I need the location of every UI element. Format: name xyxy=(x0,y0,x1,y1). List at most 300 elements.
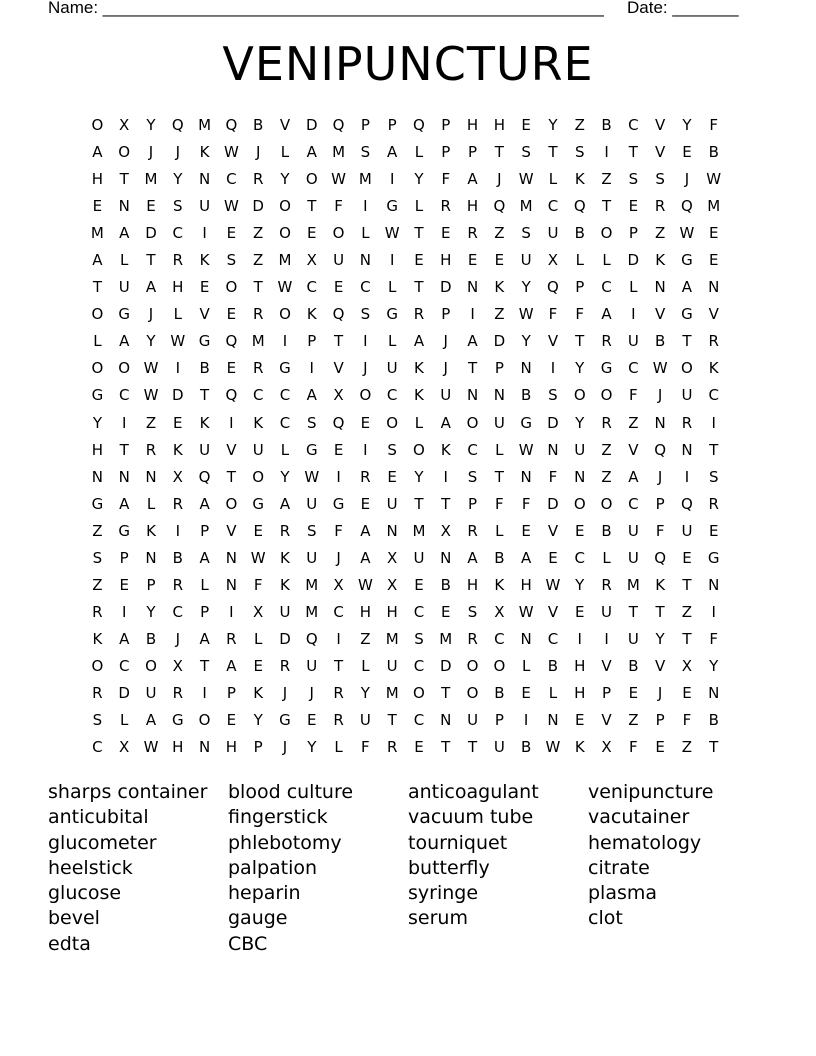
grid-letter[interactable]: U xyxy=(306,494,318,513)
grid-letter[interactable]: U xyxy=(333,251,345,270)
grid-letter[interactable]: R xyxy=(440,197,451,216)
grid-letter[interactable]: C xyxy=(172,602,184,621)
grid-letter[interactable]: B xyxy=(574,224,585,243)
grid-letter[interactable]: S xyxy=(307,521,317,540)
grid-letter[interactable]: C xyxy=(279,413,291,432)
grid-letter[interactable]: Y xyxy=(146,116,156,134)
grid-letter[interactable]: J xyxy=(497,170,502,189)
grid-letter[interactable]: O xyxy=(91,359,104,378)
grid-letter[interactable]: I xyxy=(470,305,475,324)
grid-letter[interactable]: J xyxy=(255,143,261,162)
grid-letter[interactable]: O xyxy=(252,467,265,486)
grid-letter[interactable]: W xyxy=(304,467,320,486)
grid-letter[interactable]: U xyxy=(386,359,398,378)
grid-letter[interactable]: O xyxy=(466,683,479,702)
grid-letter[interactable]: R xyxy=(92,602,103,621)
grid-letter[interactable]: I xyxy=(684,467,690,486)
grid-letter[interactable]: W xyxy=(518,602,534,621)
grid-letter[interactable]: G xyxy=(332,494,345,513)
grid-letter[interactable]: E xyxy=(333,278,344,297)
grid-letter[interactable]: I xyxy=(389,170,395,189)
grid-letter[interactable]: P xyxy=(200,521,210,540)
grid-letter[interactable]: S xyxy=(92,548,103,567)
grid-letter[interactable]: M xyxy=(439,629,453,648)
grid-letter[interactable]: E xyxy=(575,521,585,540)
grid-letter[interactable]: T xyxy=(494,467,504,486)
grid-letter[interactable]: F xyxy=(548,305,558,324)
grid-letter[interactable]: I xyxy=(711,413,716,432)
grid-letter[interactable]: K xyxy=(574,170,585,189)
grid-letter[interactable]: W xyxy=(706,170,722,189)
grid-letter[interactable]: P xyxy=(441,143,451,162)
grid-letter[interactable]: G xyxy=(707,548,720,567)
grid-letter[interactable]: L xyxy=(414,197,424,216)
grid-letter[interactable]: C xyxy=(628,494,639,513)
grid-letter[interactable]: B xyxy=(494,683,505,702)
grid-letter[interactable]: E xyxy=(441,224,451,243)
grid-letter[interactable]: L xyxy=(602,251,611,270)
grid-letter[interactable]: Y xyxy=(253,711,263,730)
grid-letter[interactable]: V xyxy=(279,116,291,134)
grid-letter[interactable]: E xyxy=(655,738,665,757)
grid-letter[interactable]: O xyxy=(600,224,613,243)
grid-letter[interactable]: U xyxy=(359,711,371,730)
grid-letter[interactable]: N xyxy=(547,440,559,459)
grid-letter[interactable]: M xyxy=(251,332,265,351)
grid-letter[interactable]: S xyxy=(226,251,237,270)
grid-letter[interactable]: N xyxy=(466,386,479,405)
grid-letter[interactable]: F xyxy=(334,197,343,216)
grid-letter[interactable]: U xyxy=(601,602,613,621)
grid-letter[interactable]: Y xyxy=(575,575,585,594)
grid-letter[interactable]: R xyxy=(413,305,425,324)
grid-letter[interactable]: F xyxy=(253,575,263,594)
grid-letter[interactable]: Q xyxy=(305,629,318,648)
grid-letter[interactable]: X xyxy=(387,548,398,567)
grid-letter[interactable]: H xyxy=(359,602,371,621)
grid-letter[interactable]: A xyxy=(92,143,103,162)
grid-letter[interactable]: A xyxy=(145,278,157,297)
grid-letter[interactable]: L xyxy=(200,575,209,594)
grid-letter[interactable]: L xyxy=(414,143,424,162)
grid-letter[interactable]: F xyxy=(682,711,692,730)
grid-letter[interactable]: R xyxy=(226,629,237,648)
grid-letter[interactable]: A xyxy=(279,494,291,513)
grid-letter[interactable]: H xyxy=(493,116,505,134)
grid-letter[interactable]: W xyxy=(331,170,346,189)
grid-letter[interactable]: L xyxy=(387,332,397,351)
grid-letter[interactable]: S xyxy=(360,305,371,324)
grid-letter[interactable]: O xyxy=(279,224,291,243)
grid-letter[interactable]: C xyxy=(628,116,639,134)
grid-letter[interactable]: L xyxy=(575,251,584,270)
grid-letter[interactable]: C xyxy=(547,629,559,648)
grid-letter[interactable]: G xyxy=(198,332,211,351)
grid-letter[interactable]: G xyxy=(91,386,104,405)
grid-letter[interactable]: J xyxy=(282,683,288,702)
grid-letter[interactable]: J xyxy=(175,629,180,648)
grid-letter[interactable]: E xyxy=(387,467,397,486)
grid-letter[interactable]: C xyxy=(413,711,425,730)
grid-letter[interactable]: T xyxy=(119,440,129,459)
grid-letter[interactable]: L xyxy=(414,413,424,432)
grid-letter[interactable]: X xyxy=(440,521,451,540)
grid-letter[interactable]: T xyxy=(200,386,210,405)
grid-letter[interactable]: Z xyxy=(253,224,264,243)
grid-letter[interactable]: Q xyxy=(225,332,238,351)
grid-letter[interactable]: O xyxy=(91,116,104,134)
grid-letter[interactable]: A xyxy=(119,629,130,648)
grid-letter[interactable]: F xyxy=(629,386,638,405)
grid-letter[interactable]: T xyxy=(200,656,210,675)
grid-letter[interactable]: R xyxy=(92,683,103,702)
grid-letter[interactable]: S xyxy=(467,467,478,486)
grid-letter[interactable]: P xyxy=(387,116,397,134)
grid-letter[interactable]: N xyxy=(198,170,211,189)
grid-letter[interactable]: W xyxy=(679,224,695,243)
grid-letter[interactable]: U xyxy=(386,656,398,675)
grid-letter[interactable]: N xyxy=(520,467,532,486)
grid-letter[interactable]: M xyxy=(385,629,399,648)
grid-letter[interactable]: K xyxy=(574,738,585,757)
grid-letter[interactable]: I xyxy=(336,629,341,648)
grid-letter[interactable]: N xyxy=(386,521,398,540)
grid-letter[interactable]: Z xyxy=(628,711,639,730)
grid-letter[interactable]: Q xyxy=(225,386,238,405)
grid-letter[interactable]: W xyxy=(223,197,239,216)
grid-letter[interactable]: E xyxy=(441,602,451,621)
grid-letter[interactable]: Q xyxy=(681,494,693,513)
grid-letter[interactable]: E xyxy=(146,197,156,216)
grid-letter[interactable]: E xyxy=(521,521,531,540)
grid-letter[interactable]: E xyxy=(173,413,183,432)
grid-letter[interactable]: M xyxy=(90,224,104,243)
grid-letter[interactable]: N xyxy=(359,251,371,270)
grid-letter[interactable]: A xyxy=(440,413,451,432)
grid-letter[interactable]: Y xyxy=(709,656,719,675)
grid-letter[interactable]: M xyxy=(305,602,319,621)
grid-letter[interactable]: L xyxy=(521,656,531,675)
grid-letter[interactable]: F xyxy=(548,467,558,486)
grid-letter[interactable]: O xyxy=(600,386,613,405)
grid-letter[interactable]: N xyxy=(466,278,479,297)
grid-letter[interactable]: I xyxy=(443,467,448,486)
grid-letter[interactable]: T xyxy=(441,683,451,702)
grid-letter[interactable]: J xyxy=(309,683,314,702)
grid-letter[interactable]: E xyxy=(708,224,719,243)
grid-letter[interactable]: W xyxy=(652,359,668,378)
grid-letter[interactable]: K xyxy=(92,629,103,648)
grid-letter[interactable]: P xyxy=(200,602,210,621)
grid-letter[interactable]: Q xyxy=(654,548,667,567)
grid-letter[interactable]: S xyxy=(521,143,531,162)
grid-letter[interactable]: C xyxy=(226,170,237,189)
grid-letter[interactable]: W xyxy=(170,332,186,351)
grid-letter[interactable]: K xyxy=(280,575,290,594)
grid-letter[interactable]: O xyxy=(493,656,506,675)
grid-letter[interactable]: R xyxy=(333,683,344,702)
grid-letter[interactable]: N xyxy=(91,467,104,486)
grid-letter[interactable]: T xyxy=(333,332,344,351)
grid-letter[interactable]: R xyxy=(279,521,291,540)
grid-letter[interactable]: B xyxy=(172,548,183,567)
grid-letter[interactable]: M xyxy=(332,143,346,162)
grid-letter[interactable]: F xyxy=(655,521,665,540)
grid-letter[interactable]: S xyxy=(414,629,424,648)
grid-letter[interactable]: K xyxy=(199,143,210,162)
grid-letter[interactable]: L xyxy=(334,738,343,757)
grid-letter[interactable]: I xyxy=(202,683,207,702)
grid-letter[interactable]: T xyxy=(682,575,692,594)
grid-letter[interactable]: R xyxy=(601,332,612,351)
grid-letter[interactable]: L xyxy=(548,170,558,189)
grid-letter[interactable]: N xyxy=(681,440,693,459)
grid-letter[interactable]: L xyxy=(280,440,290,459)
grid-letter[interactable]: O xyxy=(573,494,586,513)
grid-letter[interactable]: G xyxy=(681,251,693,270)
grid-letter[interactable]: I xyxy=(175,521,180,540)
grid-letter[interactable]: I xyxy=(202,224,207,243)
grid-letter[interactable]: A xyxy=(199,629,210,648)
grid-letter[interactable]: S xyxy=(173,197,183,216)
grid-letter[interactable]: B xyxy=(547,656,559,675)
grid-letter[interactable]: O xyxy=(600,494,613,513)
grid-letter[interactable]: J xyxy=(148,305,154,324)
grid-letter[interactable]: I xyxy=(121,413,127,432)
grid-letter[interactable]: A xyxy=(467,170,478,189)
grid-letter[interactable]: T xyxy=(575,332,585,351)
grid-letter[interactable]: L xyxy=(173,305,182,324)
grid-letter[interactable]: G xyxy=(91,494,104,513)
grid-letter[interactable]: Y xyxy=(655,629,665,648)
grid-letter[interactable]: J xyxy=(336,548,341,567)
grid-letter[interactable]: R xyxy=(333,711,344,730)
grid-letter[interactable]: H xyxy=(466,197,479,216)
grid-letter[interactable]: N xyxy=(574,467,586,486)
grid-letter[interactable]: G xyxy=(386,197,398,216)
grid-letter[interactable]: Y xyxy=(521,332,531,351)
grid-letter[interactable]: C xyxy=(386,386,398,405)
grid-letter[interactable]: Q xyxy=(332,116,345,134)
grid-letter[interactable]: T xyxy=(655,602,665,621)
grid-letter[interactable]: B xyxy=(494,548,505,567)
grid-letter[interactable]: M xyxy=(278,251,292,270)
grid-letter[interactable]: T xyxy=(146,251,156,270)
grid-letter[interactable]: Z xyxy=(494,305,505,324)
grid-letter[interactable]: W xyxy=(143,359,159,378)
grid-letter[interactable]: J xyxy=(443,359,448,378)
grid-letter[interactable]: N xyxy=(520,359,532,378)
grid-letter[interactable]: S xyxy=(467,602,478,621)
grid-letter[interactable]: K xyxy=(440,440,451,459)
grid-letter[interactable]: Z xyxy=(92,521,103,540)
grid-letter[interactable]: N xyxy=(708,683,720,702)
grid-letter[interactable]: W xyxy=(143,738,159,757)
grid-letter[interactable]: C xyxy=(252,386,264,405)
grid-letter[interactable]: F xyxy=(709,116,719,134)
grid-letter[interactable]: L xyxy=(548,683,558,702)
grid-letter[interactable]: T xyxy=(628,602,638,621)
grid-letter[interactable]: U xyxy=(574,440,586,459)
grid-letter[interactable]: L xyxy=(602,548,611,567)
grid-letter[interactable]: S xyxy=(360,143,371,162)
grid-letter[interactable]: V xyxy=(601,711,612,730)
grid-letter[interactable]: E xyxy=(414,251,424,270)
grid-letter[interactable]: I xyxy=(121,602,127,621)
grid-letter[interactable]: O xyxy=(466,656,479,675)
grid-letter[interactable]: U xyxy=(118,278,130,297)
grid-letter[interactable]: V xyxy=(601,656,612,675)
grid-letter[interactable]: Q xyxy=(573,197,586,216)
grid-letter[interactable]: C xyxy=(92,738,103,757)
grid-letter[interactable]: Z xyxy=(601,467,612,486)
grid-letter[interactable]: G xyxy=(279,711,291,730)
grid-letter[interactable]: J xyxy=(657,467,663,486)
grid-letter[interactable]: Y xyxy=(307,738,317,757)
grid-letter[interactable]: U xyxy=(627,548,639,567)
grid-letter[interactable]: K xyxy=(494,278,505,297)
grid-letter[interactable]: M xyxy=(144,170,158,189)
grid-letter[interactable]: R xyxy=(467,521,478,540)
grid-letter[interactable]: A xyxy=(413,332,425,351)
grid-letter[interactable]: R xyxy=(467,629,478,648)
grid-letter[interactable]: C xyxy=(306,278,318,297)
grid-letter[interactable]: K xyxy=(146,521,156,540)
grid-letter[interactable]: R xyxy=(601,413,612,432)
grid-letter[interactable]: L xyxy=(254,629,263,648)
grid-letter[interactable]: E xyxy=(521,683,531,702)
grid-letter[interactable]: R xyxy=(252,170,264,189)
grid-letter[interactable]: C xyxy=(118,386,130,405)
grid-letter[interactable]: G xyxy=(118,305,130,324)
grid-letter[interactable]: O xyxy=(145,656,157,675)
grid-letter[interactable]: D xyxy=(547,494,559,513)
grid-letter[interactable]: R xyxy=(172,683,183,702)
grid-letter[interactable]: W xyxy=(518,305,534,324)
grid-letter[interactable]: B xyxy=(145,629,157,648)
grid-letter[interactable]: A xyxy=(119,224,130,243)
grid-letter[interactable]: V xyxy=(547,332,559,351)
grid-letter[interactable]: Y xyxy=(575,359,585,378)
grid-letter[interactable]: A xyxy=(360,548,371,567)
grid-letter[interactable]: G xyxy=(386,305,398,324)
grid-letter[interactable]: M xyxy=(707,197,721,216)
grid-letter[interactable]: Y xyxy=(92,413,102,432)
grid-letter[interactable]: E xyxy=(360,413,371,432)
grid-letter[interactable]: B xyxy=(601,521,612,540)
grid-letter[interactable]: D xyxy=(493,332,506,351)
grid-letter[interactable]: I xyxy=(229,602,234,621)
grid-letter[interactable]: T xyxy=(709,738,719,757)
grid-letter[interactable]: A xyxy=(199,494,210,513)
grid-letter[interactable]: G xyxy=(520,413,532,432)
grid-letter[interactable]: Z xyxy=(92,575,103,594)
grid-letter[interactable]: K xyxy=(280,548,290,567)
grid-letter[interactable]: A xyxy=(199,548,210,567)
grid-letter[interactable]: N xyxy=(520,629,532,648)
grid-letter[interactable]: E xyxy=(575,602,585,621)
grid-letter[interactable]: I xyxy=(523,711,529,730)
grid-letter[interactable]: L xyxy=(495,440,504,459)
grid-letter[interactable]: B xyxy=(628,656,639,675)
grid-letter[interactable]: R xyxy=(252,305,264,324)
grid-letter[interactable]: D xyxy=(252,197,264,216)
grid-letter[interactable]: V xyxy=(628,440,639,459)
grid-letter[interactable]: I xyxy=(389,251,395,270)
grid-letter[interactable]: L xyxy=(120,251,129,270)
grid-letter[interactable]: J xyxy=(148,143,154,162)
grid-letter[interactable]: Z xyxy=(601,440,612,459)
grid-letter[interactable]: X xyxy=(681,656,693,675)
grid-letter[interactable]: A xyxy=(145,711,157,730)
grid-letter[interactable]: H xyxy=(440,251,452,270)
grid-letter[interactable]: P xyxy=(575,278,585,297)
grid-letter[interactable]: U xyxy=(145,683,157,702)
grid-letter[interactable]: U xyxy=(306,656,318,675)
grid-letter[interactable]: X xyxy=(333,386,344,405)
grid-letter[interactable]: G xyxy=(305,440,318,459)
grid-letter[interactable]: K xyxy=(414,386,424,405)
grid-letter[interactable]: W xyxy=(250,548,266,567)
grid-letter[interactable]: Y xyxy=(682,116,692,134)
grid-letter[interactable]: X xyxy=(306,251,317,270)
grid-letter[interactable]: V xyxy=(655,656,666,675)
grid-letter[interactable]: W xyxy=(357,575,373,594)
grid-letter[interactable]: E xyxy=(521,116,531,134)
grid-letter[interactable]: F xyxy=(575,305,585,324)
grid-letter[interactable]: H xyxy=(386,602,398,621)
grid-letter[interactable]: A xyxy=(467,332,478,351)
grid-letter[interactable]: T xyxy=(601,197,612,216)
grid-letter[interactable]: E xyxy=(628,197,639,216)
grid-letter[interactable]: D xyxy=(439,656,452,675)
grid-letter[interactable]: A xyxy=(119,332,130,351)
grid-letter[interactable]: T xyxy=(307,197,317,216)
grid-letter[interactable]: N xyxy=(145,467,157,486)
grid-letter[interactable]: U xyxy=(252,440,264,459)
grid-letter[interactable]: U xyxy=(520,251,532,270)
grid-letter[interactable]: E xyxy=(119,575,129,594)
grid-letter[interactable]: X xyxy=(333,575,344,594)
grid-letter[interactable]: I xyxy=(604,143,609,162)
grid-letter[interactable]: H xyxy=(466,575,479,594)
grid-letter[interactable]: C xyxy=(494,629,505,648)
grid-letter[interactable]: H xyxy=(466,116,479,134)
grid-letter[interactable]: Z xyxy=(628,413,639,432)
grid-letter[interactable]: P xyxy=(494,359,504,378)
grid-letter[interactable]: U xyxy=(681,386,693,405)
grid-letter[interactable]: H xyxy=(172,738,184,757)
grid-letter[interactable]: D xyxy=(305,116,318,134)
grid-letter[interactable]: B xyxy=(521,386,532,405)
grid-letter[interactable]: E xyxy=(226,711,237,730)
grid-letter[interactable]: T xyxy=(414,278,424,297)
grid-letter[interactable]: V xyxy=(199,305,210,324)
grid-letter[interactable]: G xyxy=(279,359,291,378)
grid-letter[interactable]: G xyxy=(252,494,264,513)
grid-letter[interactable]: Z xyxy=(574,116,585,134)
grid-letter[interactable]: Z xyxy=(253,251,264,270)
grid-letter[interactable]: C xyxy=(333,602,344,621)
grid-letter[interactable]: Y xyxy=(173,170,183,189)
grid-letter[interactable]: E xyxy=(92,197,103,216)
grid-letter[interactable]: J xyxy=(443,332,448,351)
grid-letter[interactable]: T xyxy=(494,143,504,162)
grid-letter[interactable]: N xyxy=(440,548,452,567)
grid-letter[interactable]: K xyxy=(172,440,183,459)
grid-letter[interactable]: B xyxy=(521,738,532,757)
grid-letter[interactable]: C xyxy=(118,656,130,675)
